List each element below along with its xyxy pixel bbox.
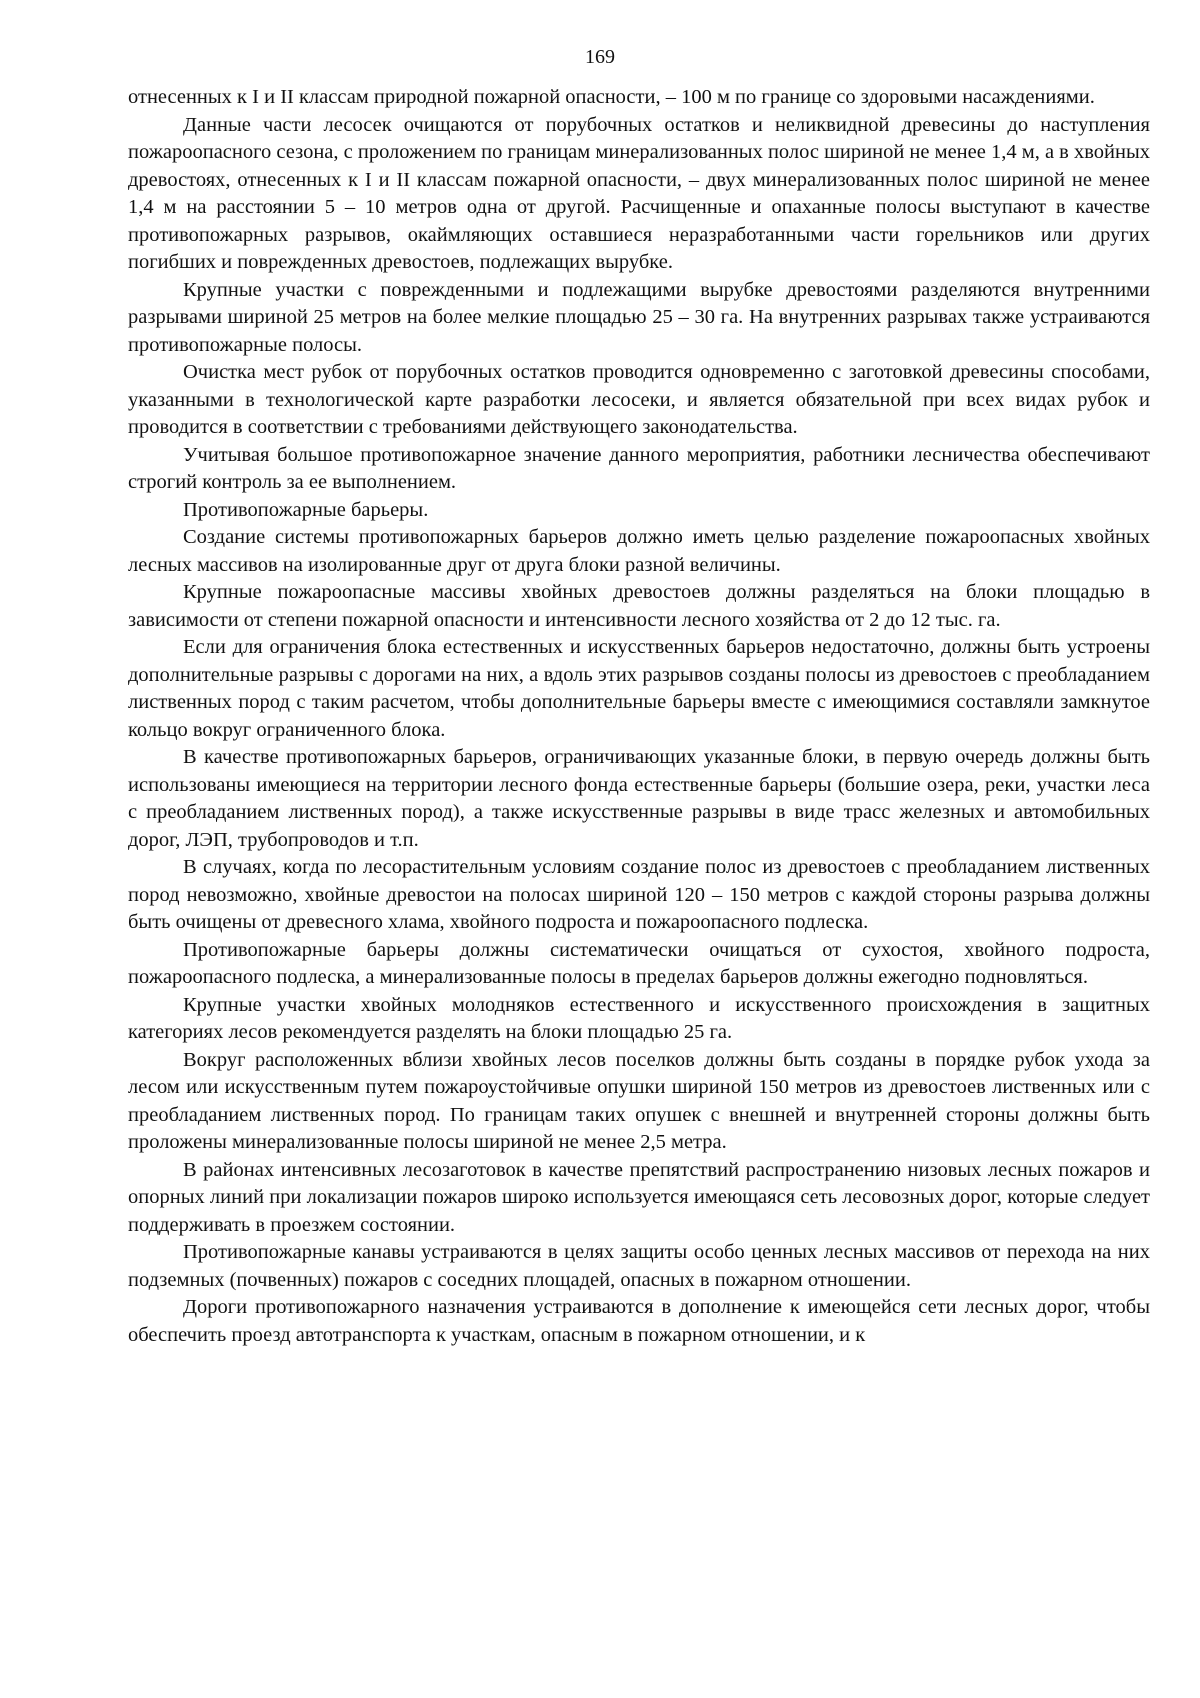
- page-number: 169: [585, 46, 615, 68]
- paragraph: Если для ограничения блока естественных и искусственных барьеров недостаточно, должны быть устроены дополнительные разрывы с дорогами на них, а вдоль этих разрывов созданы полосы из древостоев с преобладанием лиственных пород с таким расчетом, чтобы дополнительные барьеры вместе с имеющимися составляли замкнутое кольцо вокруг ограниченного блока.: [128, 636, 1150, 741]
- paragraph: В случаях, когда по лесорастительным условиям создание полос из древостоев с преобладанием лиственных пород невозможно, хвойные древостои на полосах шириной 120 – 150 метров с каждой стороны разрыва должны быть очищены от древесного хлама, хвойного подроста и пожароопасного подлеска.: [128, 856, 1150, 933]
- paragraph: Дороги противопожарного назначения устраиваются в дополнение к имеющейся сети лесных дорог, чтобы обеспечить проезд автотранспорта к участкам, опасным в пожарном отношении, и к: [128, 1296, 1150, 1346]
- paragraph: Данные части лесосек очищаются от порубочных остатков и неликвидной древесины до наступления пожароопасного сезона, с проложением по границам минерализованных полос шириной не менее 1,4 м, а в хвойных древостоях, отнесенных к I и II классам пожарной опасности, – двух минерализованных полос шириной не менее 1,4 м на расстоянии 5 – 10 метров одна от другой. Расчищенные и опаханные полосы выступают в качестве противопожарных разрывов, окаймляющих оставшиеся неразработанными части горельников или других погибших и поврежденных древостоев, подлежащих вырубке.: [128, 113, 1150, 273]
- paragraph: Вокруг расположенных вблизи хвойных лесов поселков должны быть созданы в порядке рубок ухода за лесом или искусственным путем пожароустойчивые опушки шириной 150 метров из древостоев лиственных или с преобладанием лиственных пород. По границам таких опушек с внешней и внутренней стороны должны быть проложены минерализованные полосы шириной не менее 2,5 метра.: [128, 1048, 1150, 1153]
- paragraph: В качестве противопожарных барьеров, ограничивающих указанные блоки, в первую очередь должны быть использованы имеющиеся на территории лесного фонда естественные барьеры (большие озера, реки, участки леса с преобладанием лиственных пород), а также искусственные разрывы в виде трасс железных и автомобильных дорог, ЛЭП, трубопроводов и т.п.: [128, 746, 1150, 851]
- paragraph: Крупные пожароопасные массивы хвойных древостоев должны разделяться на блоки площадью в зависимости от степени пожарной опасности и интенсивности лесного хозяйства от 2 до 12 тыс. га.: [128, 581, 1150, 631]
- paragraph: Противопожарные барьеры должны систематически очищаться от сухостоя, хвойного подроста, пожароопасного подлеска, а минерализованные полосы в пределах барьеров должны ежегодно подновляться.: [128, 938, 1150, 988]
- paragraph: Создание системы противопожарных барьеров должно иметь целью разделение пожароопасных хвойных лесных массивов на изолированные друг от друга блоки разной величины.: [128, 526, 1150, 576]
- paragraph: Противопожарные канавы устраиваются в целях защиты особо ценных лесных массивов от перехода на них подземных (почвенных) пожаров с соседних площадей, опасных в пожарном отношении.: [128, 1241, 1150, 1291]
- paragraph: Крупные участки хвойных молодняков естественного и искусственного происхождения в защитных категориях лесов рекомендуется разделять на блоки площадью 25 га.: [128, 993, 1150, 1043]
- paragraph: Очистка мест рубок от порубочных остатков проводится одновременно с заготовкой древесины способами, указанными в технологической карте разработки лесосеки, и является обязательной при всех видах рубок и проводится в соответствии с требованиями действующего законодательства.: [128, 361, 1150, 438]
- page-body: [128, 84, 1150, 1349]
- paragraph: Крупные участки с поврежденными и подлежащими вырубке древостоями разделяются внутренними разрывами шириной 25 метров на более мелкие площадью 25 – 30 га. На внутренних разрывах также устраиваются противопожарные полосы.: [128, 278, 1150, 356]
- paragraph: отнесенных к I и II классам природной пожарной опасности, – 100 м по границе со здоровыми насаждениями.: [128, 86, 1095, 108]
- paragraph: Учитывая большое противопожарное значение данного мероприятия, работники лесничества обеспечивают строгий контроль за ее выполнением.: [128, 443, 1150, 493]
- paragraph: В районах интенсивных лесозаготовок в качестве препятствий распространению низовых лесных пожаров и опорных линий при локализации пожаров широко используется имеющаяся сеть лесовозных дорог, которые следует поддерживать в проезжем состоянии.: [128, 1158, 1150, 1236]
- section-heading: Противопожарные барьеры.: [183, 498, 429, 521]
